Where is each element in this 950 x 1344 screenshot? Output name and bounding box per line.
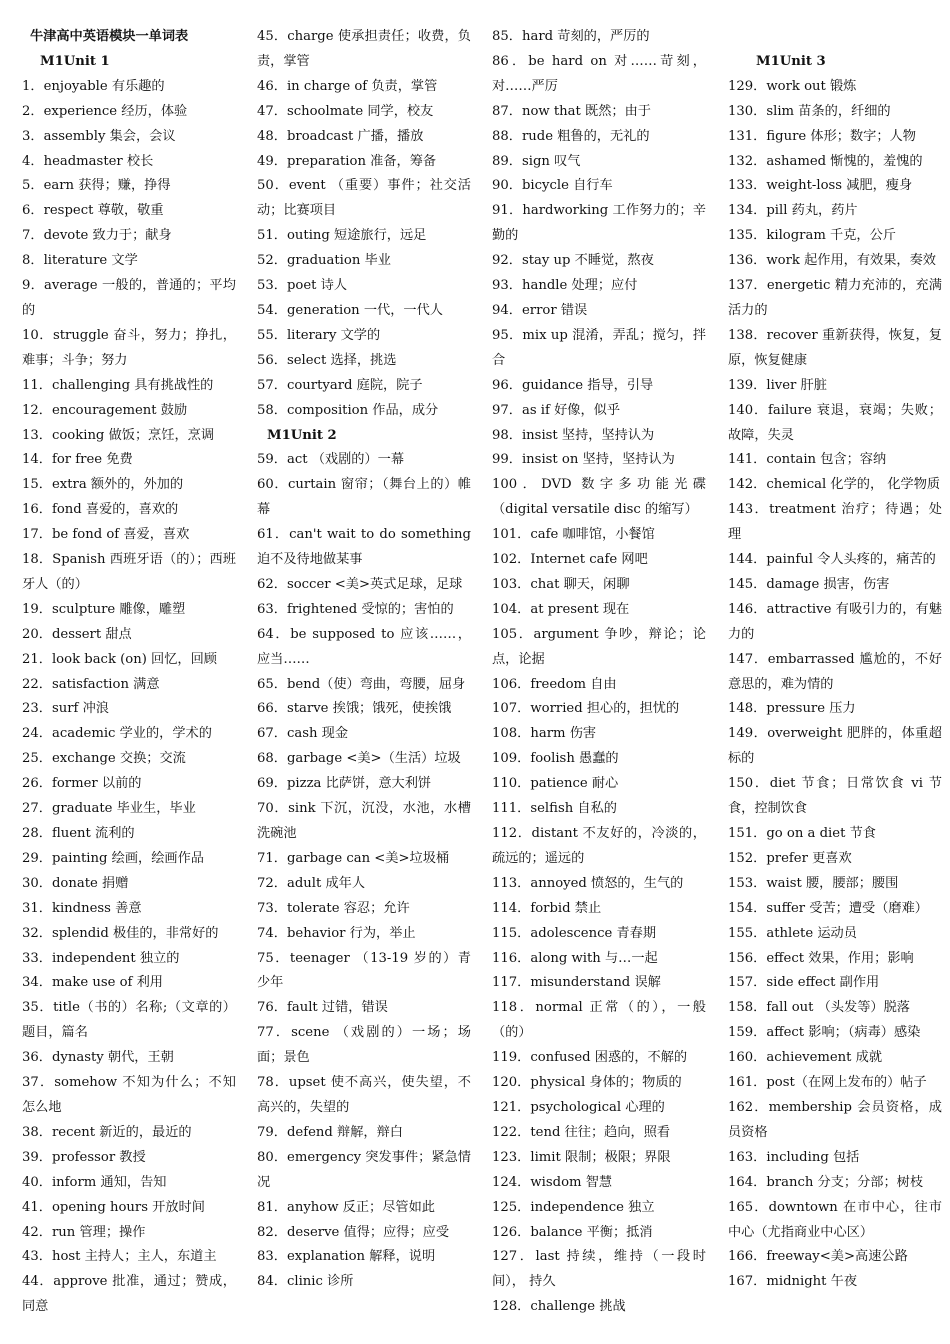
- word-entry: 33．independent 独立的: [22, 950, 180, 966]
- word-entry: 72．adult 成年人: [257, 875, 366, 891]
- unit-heading: M1Unit 2: [267, 427, 337, 443]
- word-entry: 154．suffer 受苦；遭受（磨难）: [728, 900, 928, 916]
- word-entry: 137．energetic 精力充沛的，充满活力的: [728, 278, 942, 318]
- word-entry: 5．earn 获得；赚，挣得: [22, 178, 171, 194]
- word-entry: 28．fluent 流利的: [22, 826, 135, 841]
- word-entry: 88．rude 粗鲁的，无礼的: [492, 128, 650, 144]
- word-entry: 121．psychological 心理的: [492, 1099, 665, 1115]
- word-entry: 26．former 以前的: [22, 776, 142, 792]
- word-entry: 92．stay up 不睡觉，熬夜: [492, 253, 654, 269]
- word-entry: 15．extra 额外的，外加的: [22, 477, 184, 493]
- word-entry: 109．foolish 愚蠢的: [492, 751, 619, 767]
- word-entry: 85．hard 苛刻的，严厉的: [492, 29, 650, 44]
- word-entry: 18．Spanish 西班牙语（的）；西班牙人（的）: [22, 552, 236, 592]
- word-entry: 117．misunderstand 误解: [492, 975, 661, 991]
- word-entry: 39．professor 教授: [22, 1149, 146, 1165]
- word-entry: 31．kindness 善意: [22, 900, 142, 916]
- word-entry: 22．satisfaction 满意: [22, 676, 160, 692]
- word-entry: 29．painting 绘画，绘画作品: [22, 850, 204, 866]
- word-entry: 55．literary 文学的: [257, 327, 381, 343]
- word-entry: 140．failure 衰退，衰竭；失败；故障，失灵: [728, 402, 942, 443]
- word-entry: 113．annoyed 愤怒的，生气的: [492, 875, 684, 891]
- word-entry: 12．encouragement 鼓励: [22, 402, 188, 418]
- word-entry: 122．tend 往往；趋向，照看: [492, 1124, 671, 1140]
- word-entry: 105．argument 争吵，辩论；论点，论据: [492, 626, 706, 667]
- word-entry: 44．approve 批准，通过；赞成，同意: [22, 1274, 236, 1315]
- word-entry: 155．athlete 运动员: [728, 925, 857, 941]
- column-3: [492, 25, 706, 1320]
- word-entry: 156．effect 效果，作用；影响: [728, 950, 914, 966]
- word-entry: 68．garbage <美>（生活）垃圾: [257, 751, 461, 767]
- word-entry: 106．freedom 自由: [492, 676, 617, 692]
- word-entry: 123．limit 限制；极限；界限: [492, 1149, 671, 1165]
- word-entry: 164．branch 分支；分部；树枝: [728, 1174, 924, 1190]
- word-entry: 86．be hard on 对……苛刻，对……严厉: [492, 53, 706, 94]
- word-entry: 132．ashamed 惭愧的，羞愧的: [728, 153, 923, 169]
- word-entry: 8．literature 文学: [22, 253, 138, 269]
- word-entry: 114．forbid 禁止: [492, 900, 602, 916]
- word-entry: 145．damage 损害，伤害: [728, 576, 890, 592]
- word-entry: 130．slim 苗条的，纤细的: [728, 103, 891, 119]
- word-entry: 142．chemical 化学的， 化学物质: [728, 477, 941, 493]
- word-entry: 76．fault 过错，错误: [257, 1000, 388, 1016]
- word-entry: 141．contain 包含；容纳: [728, 452, 887, 468]
- word-entry: 78．upset 使不高兴，使失望，不高兴的，失望的: [257, 1075, 471, 1115]
- word-entry: 13．cooking 做饭；烹饪，烹调: [22, 427, 215, 443]
- word-entry: 101．cafe 咖啡馆，小餐馆: [492, 527, 655, 543]
- word-entry: 66．starve 挨饿；饿死，使挨饿: [257, 701, 452, 717]
- word-entry: 161．post（在网上发布的）帖子: [728, 1075, 927, 1091]
- word-entry: 82．deserve 值得；应得；应受: [257, 1224, 450, 1240]
- word-entry: 77．scene （戏剧的）一场；场面；景色: [257, 1025, 471, 1066]
- word-entry: 149．overweight 肥胖的，体重超标的: [728, 726, 942, 767]
- word-entry: 143．treatment 治疗；待遇；处理: [728, 502, 942, 543]
- column-4: [728, 25, 942, 1295]
- word-entry: 17．be fond of 喜爱，喜欢: [22, 527, 190, 543]
- word-entry: 134．pill 药丸，药片: [728, 203, 858, 219]
- word-entry: 133．weight-loss 减肥，瘦身: [728, 178, 913, 194]
- word-entry: 84．clinic 诊所: [257, 1274, 354, 1290]
- word-entry: 87．now that 既然；由于: [492, 103, 651, 119]
- word-entry: 79．defend 辩解，辩白: [257, 1124, 403, 1140]
- word-entry: 116．along with 与…一起: [492, 950, 658, 966]
- word-entry: 49．preparation 准备，筹备: [257, 153, 437, 169]
- word-entry: 110．patience 耐心: [492, 776, 619, 792]
- word-entry: 165．downtown 在市中心，往市中心（尤指商业中心区）: [728, 1199, 942, 1240]
- word-entry: 64．be supposed to 应该……，应当……: [257, 626, 471, 667]
- word-entry: 2．experience 经历，体验: [22, 103, 188, 119]
- word-entry: 89．sign 叹气: [492, 153, 581, 169]
- word-entry: 126．balance 平衡；抵消: [492, 1224, 653, 1240]
- word-entry: 108．harm 伤害: [492, 726, 597, 742]
- word-entry: 65．bend（使）弯曲，弯腰，屈身: [257, 676, 466, 692]
- word-entry: 148．pressure 压力: [728, 701, 856, 717]
- unit-heading: M1Unit 3: [756, 53, 826, 69]
- word-entry: 42．run 管理；操作: [22, 1224, 146, 1240]
- word-entry: 107．worried 担心的，担忧的: [492, 701, 680, 717]
- word-entry: 157．side effect 副作用: [728, 975, 880, 991]
- word-entry: 19．sculpture 雕像，雕塑: [22, 601, 186, 617]
- word-entry: 38．recent 新近的，最近的: [22, 1124, 192, 1140]
- word-entry: 71．garbage can <美>垃圾桶: [257, 850, 450, 866]
- word-entry: 138．recover 重新获得，恢复，复原，恢复健康: [728, 327, 942, 368]
- word-entry: 135．kilogram 千克，公斤: [728, 228, 896, 244]
- word-entry: 56．select 选择，挑选: [257, 352, 397, 368]
- word-entry: 9．average 一般的，普通的；平均的: [22, 278, 236, 318]
- column-2: [257, 25, 471, 1295]
- word-entry: 27．graduate 毕业生，毕业: [22, 801, 196, 817]
- word-entry: 136．work 起作用，有效果，奏效: [728, 253, 936, 269]
- word-entry: 144．painful 令人头疼的，痛苦的: [728, 552, 936, 568]
- word-entry: 62．soccer <美>英式足球，足球: [257, 576, 463, 592]
- word-entry: 83．explanation 解释，说明: [257, 1249, 436, 1265]
- word-entry: 60．curtain 窗帘；（舞台上的）帷幕: [257, 477, 471, 518]
- word-entry: 158．fall out （头发等）脱落: [728, 1000, 910, 1016]
- word-entry: 102．Internet cafe 网吧: [492, 552, 648, 568]
- word-entry: 4．headmaster 校长: [22, 153, 154, 169]
- word-entry: 74．behavior 行为，举止: [257, 925, 416, 941]
- word-entry: 115．adolescence 青春期: [492, 925, 657, 941]
- word-entry: 32．splendid 极佳的，非常好的: [22, 925, 219, 941]
- word-entry: 40．inform 通知，告知: [22, 1174, 167, 1190]
- word-entry: 118．normal 正常（的），一般（的）: [492, 1000, 706, 1041]
- word-entry: 61．can't wait to do something 迫不及待地做某事: [257, 527, 471, 568]
- word-entry: 73．tolerate 容忍；允许: [257, 900, 410, 916]
- word-entry: 14．for free 免费: [22, 452, 133, 468]
- word-entry: 54．generation 一代，一代人: [257, 302, 443, 318]
- word-entry: 11．challenging 具有挑战性的: [22, 377, 214, 393]
- word-entry: 146．attractive 有吸引力的，有魅力的: [728, 601, 942, 642]
- word-entry: 152．prefer 更喜欢: [728, 850, 852, 866]
- column-1: [22, 25, 236, 1320]
- word-entry: 111．selfish 自私的: [492, 801, 617, 817]
- word-entry: 125．independence 独立: [492, 1199, 655, 1215]
- word-entry: 52．graduation 毕业: [257, 253, 391, 269]
- word-entry: 41．opening hours 开放时间: [22, 1199, 205, 1215]
- word-entry: 104．at present 现在: [492, 601, 630, 617]
- word-entry: 95．mix up 混淆，弄乱；搅匀，拌合: [492, 327, 706, 368]
- word-entry: 3．assembly 集会，会议: [22, 128, 176, 144]
- word-entry: 98．insist 坚持，坚持认为: [492, 427, 655, 443]
- word-entry: 93．handle 处理；应付: [492, 278, 638, 294]
- word-entry: 97．as if 好像，似乎: [492, 402, 621, 418]
- word-entry: 96．guidance 指导，引导: [492, 377, 654, 393]
- word-entry: 103．chat 聊天，闲聊: [492, 576, 630, 592]
- word-entry: 80．emergency 突发事件；紧急情况: [257, 1149, 471, 1190]
- word-entry: 16．fond 喜爱的，喜欢的: [22, 502, 179, 518]
- word-entry: 25．exchange 交换；交流: [22, 751, 186, 767]
- word-entry: 100．DVD 数字多功能光碟（digital versatile disc 的缩写）: [492, 477, 706, 518]
- word-entry: 90．bicycle 自行车: [492, 178, 613, 194]
- word-entry: 21．look back (on) 回忆，回顾: [22, 651, 217, 667]
- word-entry: 47．schoolmate 同学，校友: [257, 103, 434, 119]
- word-entry: 151．go on a diet 节食: [728, 826, 876, 841]
- word-entry: 35．title（书的）名称;（文章的）题目，篇名: [22, 1000, 236, 1041]
- word-entry: 167．midnight 午夜: [728, 1274, 858, 1290]
- word-entry: 128．challenge 挑战: [492, 1299, 626, 1315]
- word-entry: 23．surf 冲浪: [22, 701, 109, 717]
- word-entry: 48．broadcast 广播，播放: [257, 128, 424, 144]
- word-entry: 81．anyhow 反正；尽管如此: [257, 1199, 435, 1215]
- word-entry: 1．enjoyable 有乐趣的: [22, 78, 165, 94]
- word-entry: 153．waist 腰，腰部；腰围: [728, 875, 899, 891]
- word-entry: 45．charge 使承担责任；收费，负责，掌管: [257, 29, 471, 69]
- word-entry: 10．struggle 奋斗，努力；挣扎，难事；斗争；努力: [22, 327, 236, 368]
- word-entry: 94．error 错误: [492, 302, 588, 318]
- word-entry: 131．figure 体形；数字；人物: [728, 128, 916, 144]
- blank-line: [728, 25, 942, 50]
- word-entry: 127．last 持续，维持（一段时间）， 持久: [492, 1249, 706, 1290]
- word-entry: 57．courtyard 庭院，院子: [257, 377, 423, 393]
- word-entry: 91．hardworking 工作努力的；辛勤的: [492, 203, 706, 244]
- word-entry: 150．diet 节食；日常饮食 vi 节食，控制饮食: [728, 776, 942, 817]
- word-entry: 34．make use of 利用: [22, 975, 163, 991]
- word-entry: 166．freeway<美>高速公路: [728, 1249, 908, 1265]
- word-entry: 30．donate 捐赠: [22, 875, 129, 891]
- word-entry: 7．devote 致力于；献身: [22, 228, 172, 244]
- word-entry: 50．event （重要）事件；社交活动；比赛项目: [257, 178, 471, 219]
- word-entry: 162．membership 会员资格，成员资格: [728, 1099, 942, 1140]
- word-entry: 99．insist on 坚持，坚持认为: [492, 452, 675, 468]
- word-entry: 75．teenager （13-19 岁的）青少年: [257, 950, 471, 991]
- word-entry: 69．pizza 比萨饼，意大利饼: [257, 776, 432, 792]
- word-entry: 119．confused 困惑的，不解的: [492, 1050, 688, 1066]
- word-entry: 129．work out 锻炼: [728, 78, 857, 94]
- word-entry: 112．distant 不友好的，冷淡的，疏远的；遥远的: [492, 826, 706, 866]
- word-entry: 159．affect 影响；（病毒）感染: [728, 1025, 921, 1041]
- word-entry: 24．academic 学业的，学术的: [22, 726, 212, 742]
- word-entry: 51．outing 短途旅行，远足: [257, 228, 427, 244]
- word-entry: 124．wisdom 智慧: [492, 1174, 613, 1190]
- word-entry: 59．act （戏剧的）一幕: [257, 452, 405, 468]
- word-entry: 160．achievement 成就: [728, 1050, 883, 1066]
- word-entry: 139．liver 肝脏: [728, 377, 827, 393]
- word-entry: 163．including 包括: [728, 1149, 860, 1165]
- word-entry: 58．composition 作品，成分: [257, 402, 439, 418]
- document-title: 牛津高中英语模块一单词表: [30, 29, 189, 44]
- unit-heading: M1Unit 1: [40, 53, 110, 69]
- word-entry: 147．embarrassed 尴尬的，不好意思的，难为情的: [728, 651, 942, 692]
- word-entry: 67．cash 现金: [257, 726, 349, 742]
- word-entry: 46．in charge of 负责，掌管: [257, 78, 438, 94]
- word-entry: 43．host 主持人；主人，东道主: [22, 1249, 217, 1265]
- word-entry: 37．somehow 不知为什么；不知怎么地: [22, 1075, 236, 1115]
- word-entry: 70．sink 下沉，沉没，水池，水槽洗碗池: [257, 801, 471, 841]
- word-entry: 53．poet 诗人: [257, 278, 348, 294]
- word-entry: 120．physical 身体的；物质的: [492, 1075, 682, 1091]
- word-entry: 6．respect 尊敬，敬重: [22, 203, 164, 219]
- word-entry: 20．dessert 甜点: [22, 626, 132, 642]
- word-entry: 63．frightened 受惊的；害怕的: [257, 601, 454, 617]
- word-entry: 36．dynasty 朝代，王朝: [22, 1050, 174, 1066]
